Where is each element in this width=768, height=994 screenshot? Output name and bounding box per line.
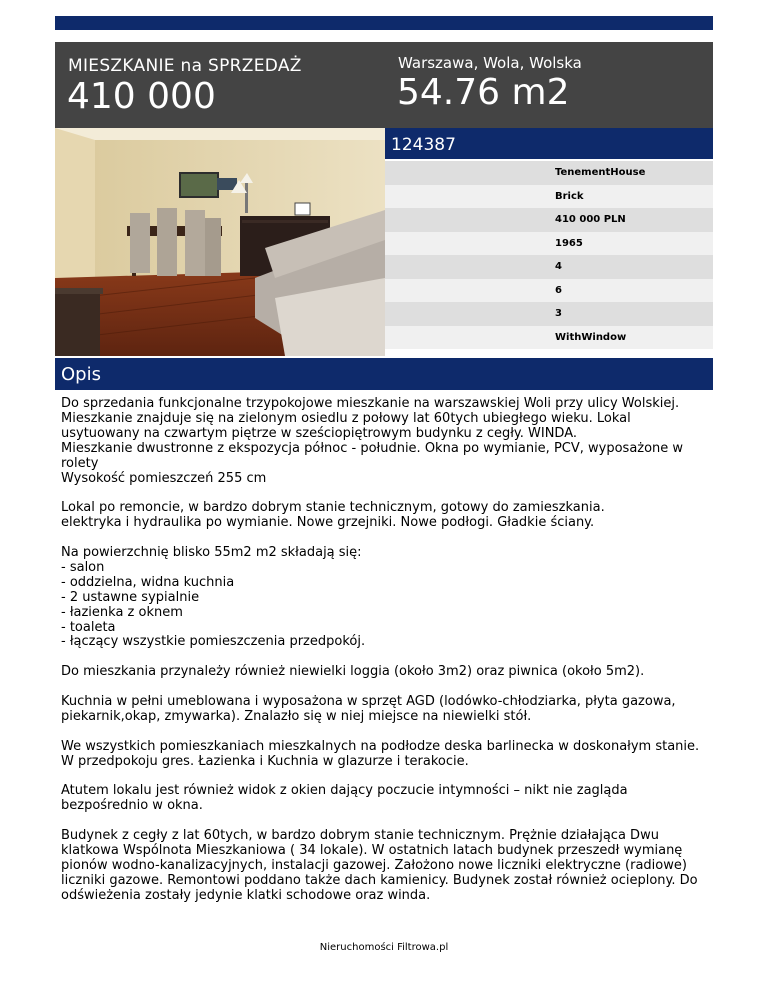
property-value: 3 (555, 308, 562, 319)
description-paragraph: We wszystkich pomieszkaniach mieszkalnych na podłodze deska barlinecka w doskonałym stanie. W przedpokoju gres. Łazienka i Kuchnia w glazurze i terakocie. (61, 738, 700, 769)
description-body (61, 397, 711, 919)
property-value: TenementHouse (555, 167, 646, 178)
description-paragraph: Do sprzedania funkcjonalne trzypokojowe mieszkanie na warszawskiej Woli przy ulicy Wolskiej. Mieszkanie znajduje się na zielonym osiedlu z połowy lat 60tych ubiegłego wieku. Lokal usytuowany na czwartym piętrze w sześciopiętrowym budynku z cegły. WINDA. Mieszkanie dwustronne z ekspozycja północ - południe. Okna po wymianie, PCV, wyposażone w rolety Wysokość pomieszczeń 255 cm (61, 396, 684, 486)
footer-agency: Nieruchomości Filtrowa.pl (319, 942, 449, 953)
description-title: Opis (61, 364, 101, 385)
listing-price: 410 000 (67, 76, 216, 117)
listing-id: 124387 (391, 135, 456, 155)
property-row (385, 326, 713, 350)
property-row (385, 161, 713, 185)
apartment-photo (55, 128, 385, 356)
description-header (55, 358, 713, 390)
property-row (385, 185, 713, 209)
property-value: 6 (555, 284, 562, 296)
listing-area: 54.76 m2 (397, 72, 570, 113)
property-table (385, 161, 713, 349)
property-value: WithWindow (555, 331, 627, 343)
property-value: 410 000 PLN (555, 214, 626, 225)
property-value: Brick (555, 190, 584, 202)
description-paragraph: Do mieszkania przynależy również niewielki loggia (około 3m2) oraz piwnica (około 5m2). (61, 664, 645, 680)
listing-header (55, 42, 713, 128)
description-paragraph: Lokal po remoncie, w bardzo dobrym stanie technicznym, gotowy do zamieszkania. elektryka i hydraulika po wymianie. Nowe grzejniki. Nowe podłogi. Gładkie ściany. (61, 500, 605, 531)
property-row (385, 279, 713, 303)
property-row (385, 302, 713, 326)
property-value: 1965 (555, 237, 583, 249)
listing-id-bar (385, 128, 713, 159)
offer-type: MIESZKANIE na SPRZEDAŻ (68, 56, 302, 76)
description-paragraph: Kuchnia w pełni umeblowana i wyposażona w sprzęt AGD (lodówko-chłodziarka, płyta gazowa, piekarnik,okap, zmywarka). Znalazło się w niej miejsce na niewielki stół. (61, 694, 676, 724)
property-row (385, 232, 713, 256)
top-accent-bar (55, 16, 713, 30)
property-value: 4 (555, 261, 562, 272)
description-paragraph: Budynek z cegły z lat 60tych, w bardzo dobrym stanie technicznym. Prężnie działająca Dwu klatkowa Wspólnota Mieszkaniowa ( 34 lokale). W ostatnich latach budynek przeszedł wymianę pionów wodno-kanalizacyjnych, instalacji gazowej. Założono nowe liczniki elektryczne (radiowe) liczniki gazowe. Remontowi poddano także dach kamienicy. Budynek został również ocieplony. Do odświeżenia zostały jedynie klatki schodowe oraz winda. (61, 828, 698, 903)
property-row (385, 208, 713, 232)
description-paragraph: Na powierzchnię blisko 55m2 m2 składają się: - salon - oddzielna, widna kuchnia - 2 ustawne sypialnie - łazienka z oknem - toaleta - łączący wszystkie pomieszczenia przedpokój. (61, 545, 366, 650)
description-paragraph: Atutem lokalu jest również widok z okien dający poczucie intymności – nikt nie zagląda bezpośrednio w okna. (61, 783, 628, 814)
property-row (385, 255, 713, 279)
listing-location: Warszawa, Wola, Wolska (398, 54, 582, 72)
